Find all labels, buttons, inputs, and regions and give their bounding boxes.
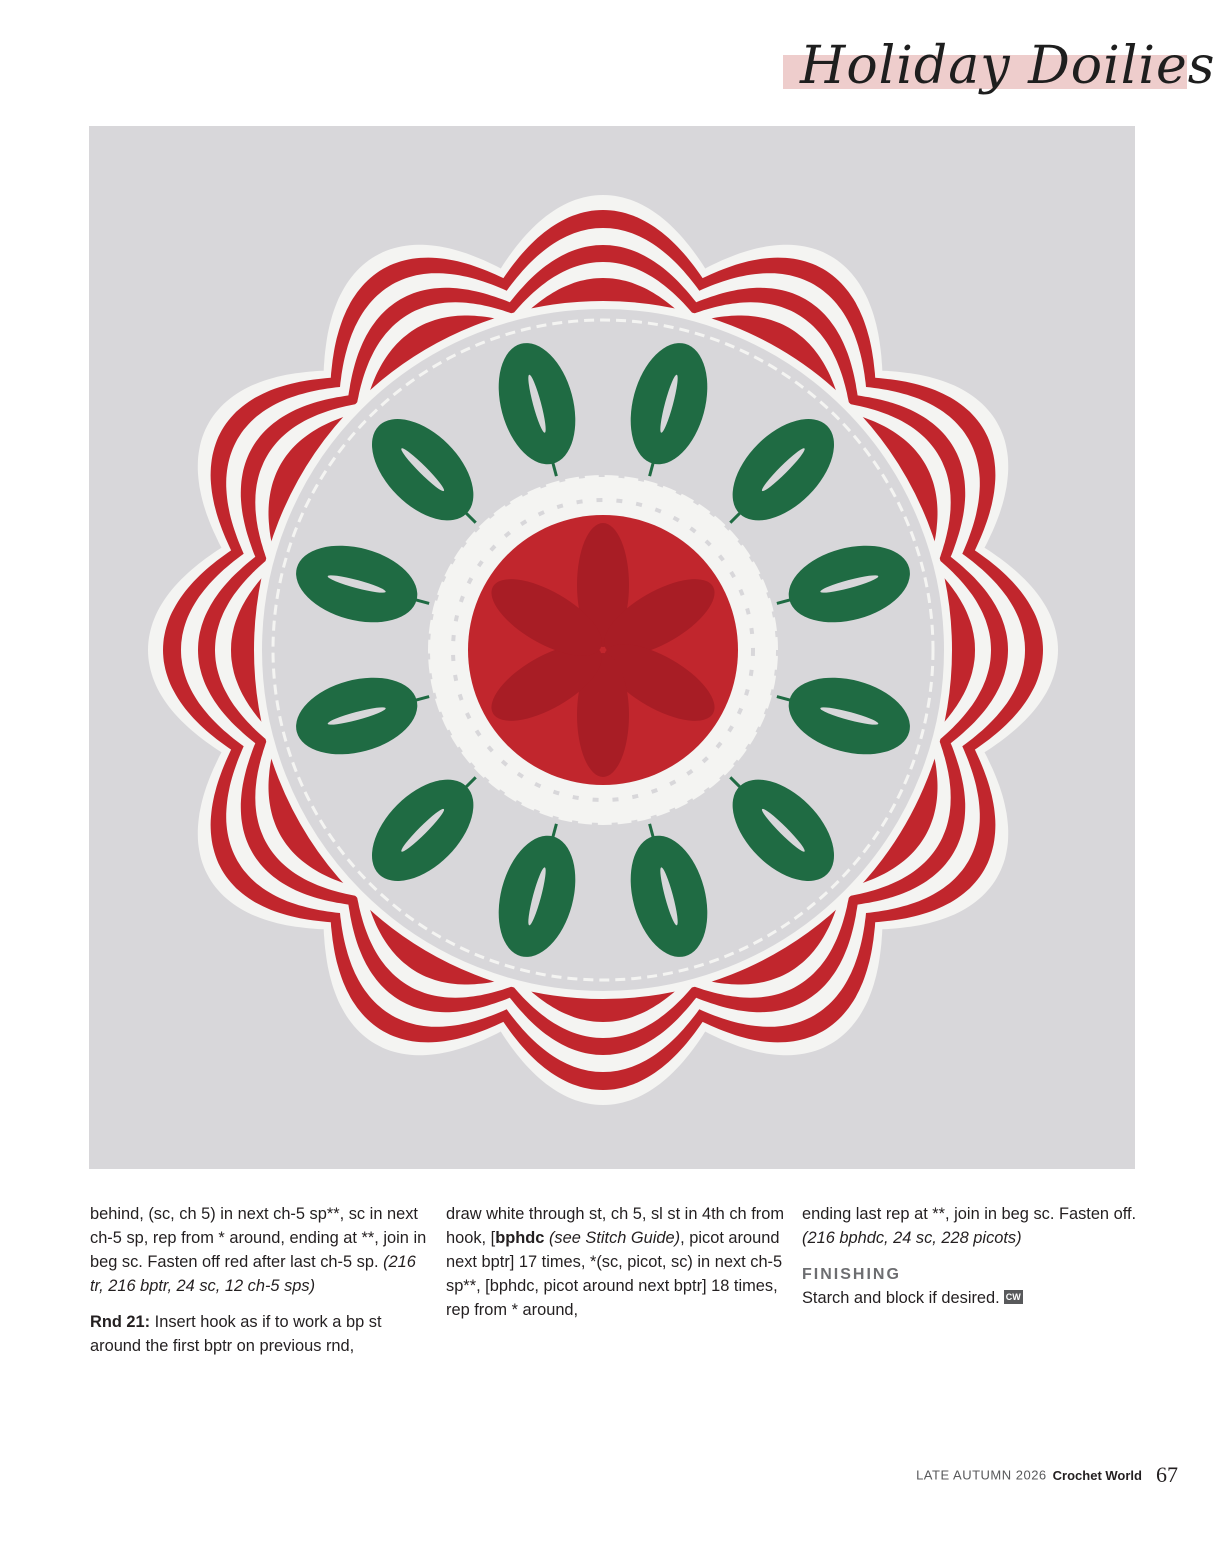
text-column-2 — [446, 1202, 786, 1322]
end-mark-badge: CW — [1005, 1292, 1021, 1302]
text-column-3 — [802, 1202, 1142, 1310]
paragraph-rnd21-end — [802, 1202, 1142, 1250]
stitch-guide-ref: (see Stitch Guide) — [544, 1229, 681, 1247]
doily-illustration — [89, 126, 1135, 1169]
stitch-count: (216 bphdc, 24 sc, 228 picots) — [802, 1229, 1022, 1247]
paragraph-finishing — [802, 1286, 1142, 1310]
paragraph-rnd21-cont — [446, 1202, 786, 1322]
round-label: Rnd 21: — [90, 1313, 151, 1331]
section-title: Holiday Doilies — [800, 36, 1216, 96]
finishing-heading: FINISHING — [802, 1266, 901, 1283]
paragraph-text: draw white through st, ch 5, sl st in 4th ch from hook, [ — [446, 1205, 784, 1247]
magazine-name: Crochet World — [1052, 1467, 1142, 1483]
paragraph-text: ending last rep at **, join in beg sc. Fasten off. — [802, 1205, 1137, 1223]
stitch-count: (216 tr, 216 bptr, 24 sc, 12 ch-5 sps) — [90, 1253, 416, 1295]
text-column-1 — [90, 1202, 428, 1358]
page-number: 67 — [1156, 1462, 1178, 1487]
stitch-term: bphdc — [495, 1229, 545, 1247]
doily-photo — [89, 126, 1135, 1169]
page-footer — [916, 1462, 1178, 1492]
paragraph-text: Insert hook as if to work a bp st around the first bptr on previous rnd, — [90, 1313, 382, 1355]
paragraph-text: Starch and block if desired. — [802, 1289, 1000, 1307]
paragraph-text: behind, (sc, ch 5) in next ch-5 sp**, sc in next ch-5 sp, rep from * around, ending at **, join in beg sc. Fasten off red after last ch-5 sp. — [90, 1205, 427, 1271]
paragraph-rnd21 — [90, 1310, 428, 1358]
paragraph-rnd20-end — [90, 1202, 428, 1298]
paragraph-text: , picot around next bptr] 17 times, *(sc, picot, sc) in next ch-5 sp**, [bphdc, picot around next bptr] 18 times, rep from * around, — [446, 1229, 783, 1319]
issue-label: LATE AUTUMN 2026 — [916, 1467, 1047, 1483]
